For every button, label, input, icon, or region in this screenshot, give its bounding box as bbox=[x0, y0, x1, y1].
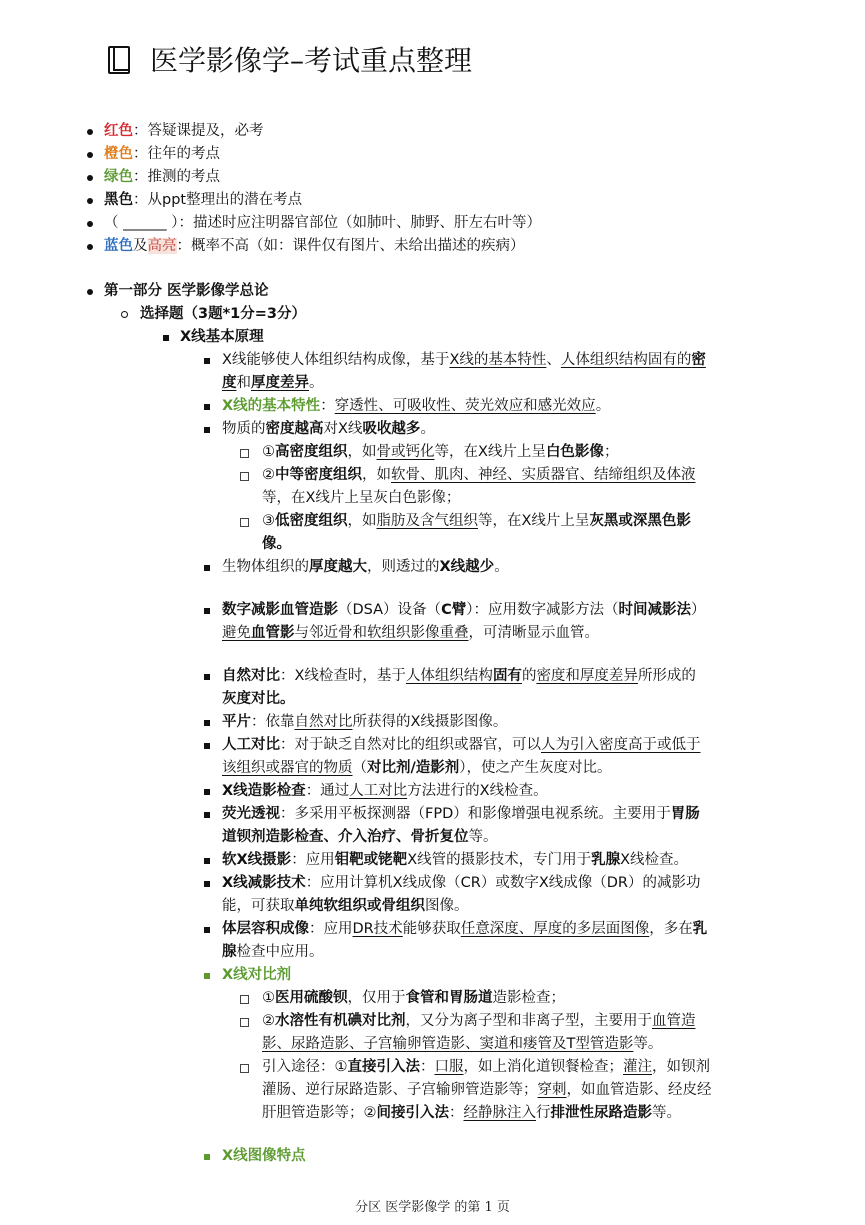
text-run: 密 bbox=[691, 352, 706, 368]
text-run: 、 bbox=[546, 352, 561, 368]
list-item bbox=[0, 711, 865, 734]
text-run: X线减影技术 bbox=[222, 875, 306, 891]
legend-text: ：推测的考点 bbox=[133, 169, 220, 185]
text-run: C臂 bbox=[441, 602, 467, 618]
text-run: 低密度组织 bbox=[275, 513, 348, 529]
checkbox-icon[interactable] bbox=[240, 518, 249, 527]
square-bullet-icon bbox=[204, 358, 210, 364]
text-run: ：通过 bbox=[305, 783, 350, 799]
text-run: ：应用 bbox=[291, 852, 335, 868]
text-run: ，如 bbox=[347, 444, 377, 460]
square-bullet-icon bbox=[204, 404, 210, 410]
bullet-icon bbox=[87, 152, 93, 158]
bullet-icon bbox=[87, 289, 93, 295]
text-run: （ bbox=[352, 760, 367, 776]
checklist-item bbox=[0, 510, 865, 556]
text-run: ，如 bbox=[362, 467, 391, 483]
text-run: 等，在X线片上呈 bbox=[434, 444, 546, 460]
text-run: 方法进行的X线检查。 bbox=[407, 783, 548, 799]
text-run: 任意深度、厚度的多层面图像 bbox=[460, 921, 650, 937]
text-run: 脂肪及含气组织 bbox=[376, 513, 478, 529]
square-bullet-icon bbox=[204, 720, 210, 726]
text-run: 人体组织结构固有的 bbox=[560, 352, 692, 368]
text-run: 造影检查； bbox=[492, 990, 565, 1006]
checklist-item bbox=[0, 1056, 865, 1125]
text-run: 灌肠、逆行尿路造影、子宫输卵管造影等； bbox=[262, 1082, 538, 1098]
text-run: 体层容积成像 bbox=[222, 921, 309, 937]
bullet-icon bbox=[87, 129, 93, 135]
text-run: 水溶性有机碘对比剂 bbox=[275, 1013, 406, 1029]
text-run: 厚度越大 bbox=[309, 559, 367, 575]
legend-text: ：描述时应注明器官部位（如肺叶、肺野、肝左右叶等） bbox=[178, 215, 541, 231]
bullet-icon bbox=[87, 175, 93, 181]
square-bullet-icon bbox=[204, 608, 210, 614]
subsection-heading bbox=[0, 303, 865, 326]
text-run: X线的基本特性 bbox=[222, 398, 321, 414]
legend-text: ：往年的考点 bbox=[133, 146, 220, 162]
text-run: X线检查。 bbox=[620, 852, 689, 868]
text-run: ），使之产生灰度对比。 bbox=[459, 760, 612, 776]
text-run: 平片 bbox=[222, 714, 251, 730]
bullet-icon bbox=[87, 198, 93, 204]
book-icon bbox=[108, 46, 130, 74]
legend-text: ：从ppt整理出的潜在考点 bbox=[133, 192, 303, 208]
text-run: ； bbox=[603, 444, 619, 460]
text-run: 引入途径：① bbox=[262, 1059, 348, 1075]
legend-key: 蓝色 bbox=[104, 238, 133, 254]
text-run: 检查中应用。 bbox=[236, 944, 324, 960]
text-run: 图像。 bbox=[425, 898, 469, 914]
list-item bbox=[0, 665, 865, 711]
text-run: 血管造 bbox=[652, 1013, 696, 1029]
text-run: 胃肠 bbox=[670, 806, 700, 822]
subsection-title: 选择题（3题*1分=3分） bbox=[140, 306, 306, 322]
text-run: 灰黑或深黑色影 bbox=[589, 513, 691, 529]
text-run: ② bbox=[262, 467, 275, 483]
text-run: 口服 bbox=[434, 1059, 464, 1075]
checkbox-icon[interactable] bbox=[240, 995, 249, 1004]
text-run: ，多在 bbox=[649, 921, 693, 937]
text-run: 数字减影血管造影 bbox=[222, 602, 338, 618]
text-run: 行 bbox=[536, 1105, 551, 1121]
checkbox-icon[interactable] bbox=[240, 1018, 249, 1027]
text-run: 等，在X线片上呈 bbox=[478, 513, 590, 529]
text-run: 骨或钙化 bbox=[376, 444, 435, 460]
text-run: ② bbox=[262, 1013, 275, 1029]
text-run: 吸收越多 bbox=[362, 421, 421, 437]
text-run: 所形成的 bbox=[637, 668, 696, 684]
legend-text: ：概率不高（如：课件仅有图片、未给出描述的疾病） bbox=[176, 238, 525, 254]
legend-key: 高亮 bbox=[147, 238, 177, 254]
square-bullet-icon bbox=[204, 427, 210, 433]
legend-key: 红色 bbox=[104, 123, 133, 139]
legend-key: 橙色 bbox=[104, 146, 133, 162]
text-run: 。 bbox=[595, 398, 611, 414]
legend-item bbox=[0, 189, 865, 212]
text-run: 度 bbox=[222, 375, 237, 391]
text-run: 的 bbox=[521, 668, 537, 684]
checklist-item bbox=[0, 464, 865, 510]
square-bullet-icon bbox=[204, 1154, 210, 1160]
text-run: 能够获取 bbox=[402, 921, 461, 937]
text-run: ，如钡剂 bbox=[652, 1059, 710, 1075]
legend-key: 绿色 bbox=[104, 169, 133, 185]
text-run: ① bbox=[262, 444, 275, 460]
text-run: ，仅用于 bbox=[347, 990, 406, 1006]
text-run: X线越少 bbox=[439, 559, 495, 575]
text-run: 血管影 bbox=[251, 625, 295, 641]
text-run: 等。 bbox=[652, 1105, 681, 1121]
text-run: 乳腺 bbox=[591, 852, 621, 868]
text-run: ，如血管造影、经皮经 bbox=[566, 1082, 712, 1098]
bullet-icon bbox=[87, 221, 93, 227]
text-run: ：X线检查时，基于 bbox=[280, 668, 406, 684]
text-run: 医用硫酸钡 bbox=[275, 990, 348, 1006]
text-run: （DSA）设备（ bbox=[338, 602, 442, 618]
legend-key: （ ______ ） bbox=[104, 215, 179, 231]
list-item bbox=[0, 556, 865, 579]
text-run: 自然对比 bbox=[294, 714, 353, 730]
list-item bbox=[0, 803, 865, 849]
text-run: 穿透性、可吸收性、荧光效应和感光效应 bbox=[334, 398, 596, 414]
checklist-item bbox=[0, 987, 865, 1010]
text-run: ： bbox=[449, 1105, 464, 1121]
text-run: 和 bbox=[236, 375, 251, 391]
list-item bbox=[0, 964, 865, 987]
text-run: 人工对比 bbox=[222, 737, 280, 753]
list-item bbox=[0, 780, 865, 803]
text-run: X线能够使人体组织结构成像，基于 bbox=[222, 352, 450, 368]
text-run: 对X线 bbox=[323, 421, 363, 437]
text-run: 腺 bbox=[222, 944, 237, 960]
text-run: X线造影检查 bbox=[222, 783, 306, 799]
text-run: X线的基本特性 bbox=[449, 352, 547, 368]
legend-item bbox=[0, 120, 865, 143]
square-bullet-icon bbox=[163, 335, 169, 341]
text-run: 等，在X线片上呈灰白色影像； bbox=[262, 490, 461, 506]
text-run: 中等密度组织 bbox=[275, 467, 362, 483]
text-run: ，又分为离子型和非离子型，主要用于 bbox=[405, 1013, 652, 1029]
text-run: 排泄性尿路造影 bbox=[550, 1105, 652, 1121]
text-run: 白色影像 bbox=[545, 444, 604, 460]
legend-item bbox=[0, 212, 865, 235]
text-run: ① bbox=[262, 990, 275, 1006]
text-run: 该组织或器官的物质 bbox=[222, 760, 353, 776]
square-bullet-icon bbox=[204, 858, 210, 864]
text-run: 人工对比 bbox=[349, 783, 408, 799]
text-run: 密度和厚度差异 bbox=[536, 668, 638, 684]
bullet-icon bbox=[87, 244, 93, 250]
text-run: ：应用 bbox=[309, 921, 353, 937]
text-run: 等。 bbox=[633, 1036, 663, 1052]
text-run: 单纯软组织或骨组织 bbox=[294, 898, 425, 914]
text-run: ：对于缺乏自然对比的组织或器官，可以 bbox=[280, 737, 541, 753]
text-run: 人为引入密度高于或低于 bbox=[541, 737, 701, 753]
square-bullet-icon bbox=[204, 743, 210, 749]
square-bullet-icon bbox=[204, 565, 210, 571]
text-run: 荧光透视 bbox=[222, 806, 280, 822]
square-bullet-icon bbox=[204, 674, 210, 680]
text-run: 影、尿路造影、子宫输卵管造影、窦道和瘘管及T型管造影 bbox=[262, 1036, 634, 1052]
page-title-text: 医学影像学–考试重点整理 bbox=[150, 43, 473, 77]
text-run: 对比剂/造影剂 bbox=[367, 760, 460, 776]
list-item bbox=[0, 872, 865, 918]
text-run: 生物体组织的 bbox=[222, 559, 309, 575]
legend-item bbox=[0, 235, 865, 258]
section-heading bbox=[0, 280, 865, 303]
list-item bbox=[0, 918, 865, 964]
topic-title: X线图像特点 bbox=[222, 1148, 306, 1164]
text-run: 时间减影法 bbox=[618, 602, 691, 618]
text-run: 厚度差异 bbox=[251, 375, 309, 391]
page-footer: 分区 医学影像学 的第 1 页 bbox=[355, 1200, 510, 1215]
legend-key: 黑色 bbox=[104, 192, 133, 208]
text-run: ： bbox=[320, 398, 335, 414]
text-run: ③ bbox=[262, 513, 275, 529]
text-run: ） bbox=[690, 602, 706, 618]
part-title: 第一部分 医学影像学总论 bbox=[104, 283, 269, 299]
list-item bbox=[0, 849, 865, 872]
checklist-item bbox=[0, 1010, 865, 1056]
text-run: 避免 bbox=[222, 625, 251, 641]
square-bullet-icon bbox=[204, 973, 210, 979]
checklist-item bbox=[0, 441, 865, 464]
text-run: ，如上消化道钡餐检查； bbox=[463, 1059, 623, 1075]
text-run: ，则透过的 bbox=[367, 559, 440, 575]
checkbox-icon[interactable] bbox=[240, 472, 249, 481]
text-run: 灰度对比。 bbox=[222, 691, 295, 707]
text-run: 。 bbox=[494, 559, 509, 575]
square-bullet-icon bbox=[204, 927, 210, 933]
text-run: ，如 bbox=[347, 513, 377, 529]
square-bullet-icon bbox=[204, 881, 210, 887]
text-run: ）：应用数字减影方法（ bbox=[466, 602, 619, 618]
legend-item bbox=[0, 143, 865, 166]
text-run: 经静脉注入 bbox=[463, 1105, 536, 1121]
legend-item bbox=[0, 166, 865, 189]
legend-connector: 及 bbox=[133, 238, 148, 254]
text-run: 肝胆管造影等；② bbox=[262, 1105, 377, 1121]
text-run: 密度越高 bbox=[265, 421, 324, 437]
text-run: 。 bbox=[420, 421, 435, 437]
text-run: 与邻近骨和软组织影像重叠 bbox=[294, 625, 469, 641]
list-item bbox=[0, 349, 865, 395]
list-item bbox=[0, 599, 865, 645]
text-run: 。 bbox=[309, 375, 324, 391]
list-item bbox=[0, 395, 865, 418]
text-run: 直接引入法 bbox=[347, 1059, 420, 1075]
text-run: 像。 bbox=[262, 536, 291, 552]
text-run: DR技术 bbox=[352, 921, 403, 937]
page-title bbox=[108, 43, 473, 77]
text-run: 钼靶或铑靶 bbox=[334, 852, 408, 868]
topic-title: X线对比剂 bbox=[222, 967, 292, 983]
text-run: 食管和胃肠道 bbox=[405, 990, 493, 1006]
text-run: 高密度组织 bbox=[275, 444, 348, 460]
list-item bbox=[0, 734, 865, 780]
circle-bullet-icon bbox=[121, 311, 128, 318]
text-run: 人体组织结构 bbox=[405, 668, 493, 684]
text-run: 灌注 bbox=[623, 1059, 652, 1075]
text-run: 所获得的X线摄影图像。 bbox=[352, 714, 508, 730]
checkbox-icon[interactable] bbox=[240, 1064, 249, 1073]
text-run: 间接引入法 bbox=[376, 1105, 449, 1121]
text-run: ：依靠 bbox=[251, 714, 295, 730]
text-run: 物质的 bbox=[222, 421, 266, 437]
square-bullet-icon bbox=[204, 812, 210, 818]
topic-heading bbox=[0, 326, 865, 349]
topic-title: X线基本原理 bbox=[180, 329, 264, 345]
text-run: ：应用计算机X线成像（CR）或数字X线成像（DR）的减影功 bbox=[305, 875, 701, 891]
text-run: 软骨、肌肉、神经、实质器官、结缔组织及体液 bbox=[391, 467, 696, 483]
text-run: 软X线摄影 bbox=[222, 852, 292, 868]
notes-body bbox=[0, 120, 865, 1168]
list-item bbox=[0, 1145, 865, 1168]
text-run: 能，可获取 bbox=[222, 898, 295, 914]
text-run: 穿刺 bbox=[537, 1082, 567, 1098]
text-run: 乳 bbox=[692, 921, 708, 937]
square-bullet-icon bbox=[204, 789, 210, 795]
text-run: 道钡剂造影检查、介入治疗、骨折复位 bbox=[222, 829, 469, 845]
text-run: 自然对比 bbox=[222, 668, 280, 684]
checkbox-icon[interactable] bbox=[240, 449, 249, 458]
text-run: 等。 bbox=[468, 829, 498, 845]
text-run: X线管的摄影技术，专门用于 bbox=[407, 852, 592, 868]
list-item bbox=[0, 418, 865, 441]
text-run: ： bbox=[420, 1059, 435, 1075]
text-run: ，可清晰显示血管。 bbox=[468, 625, 599, 641]
text-run: ：多采用平板探测器（FPD）和影像增强电视系统。主要用于 bbox=[280, 806, 671, 822]
legend-text: ：答疑课提及，必考 bbox=[133, 123, 264, 139]
text-run: 固有 bbox=[492, 668, 522, 684]
